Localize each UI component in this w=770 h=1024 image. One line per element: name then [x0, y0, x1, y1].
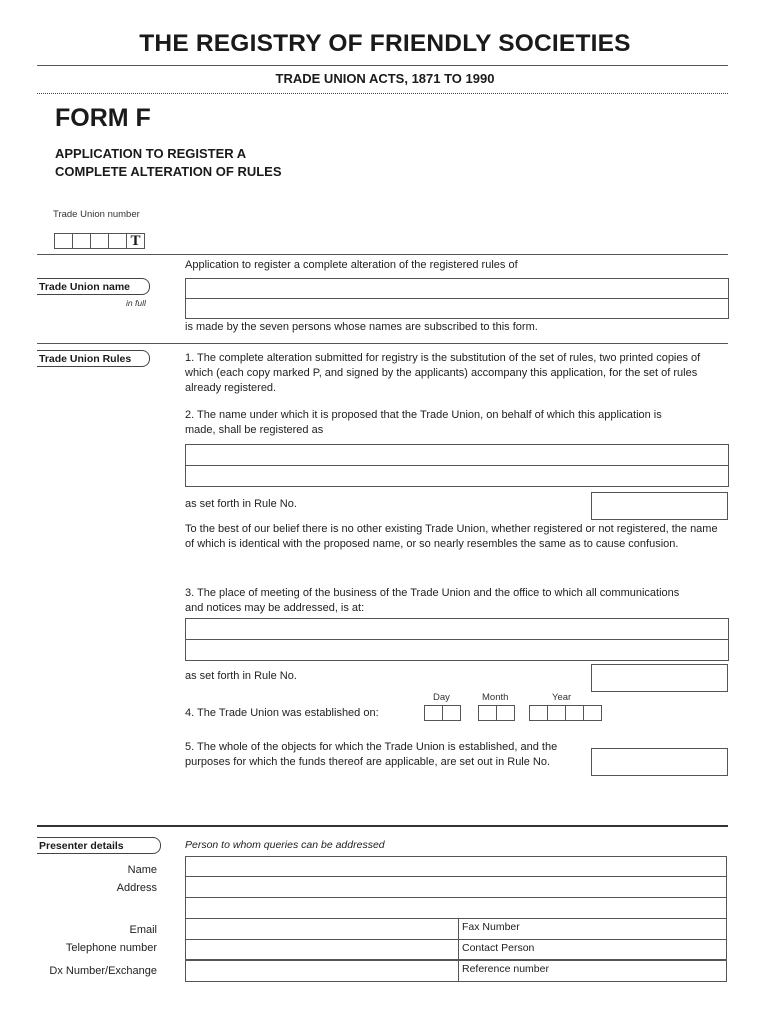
rules-item-5: 5. The whole of the objects for which the Trade Union is established, and the purposes for which the funds thereof are applicable, are set out in Rule No. — [185, 741, 558, 768]
rules-item-2: 2. The name under which it is proposed that the Trade Union, on behalf of which this application is made, shall be registered as — [185, 409, 662, 436]
rules-item-1: 1. The complete alteration submitted for registry is the substitution of the set of rules, two printed copies of which (each copy marked P, and signed by the applicants) accompany this application, for the set of rules already registered. — [185, 352, 701, 394]
presenter-address-field-2[interactable] — [185, 897, 727, 919]
contact-person-field[interactable] — [458, 939, 727, 960]
presenter-name-field[interactable] — [185, 856, 727, 877]
union-name-field-1[interactable] — [185, 278, 729, 299]
month-label: Month — [482, 692, 509, 703]
year-label: Year — [552, 692, 572, 703]
address-field-2[interactable] — [185, 639, 729, 661]
section-rule-2 — [37, 343, 728, 344]
rule-no-field-1[interactable] — [591, 492, 728, 520]
presenter-dx-field[interactable] — [185, 960, 459, 982]
section-rule-1 — [37, 254, 728, 255]
belief-statement: To the best of our belief there is no other existing Trade Union, whether registered or not registered, the name of which is identical with the proposed name, or so nearly resembles the same as to cause confusion. — [185, 523, 718, 550]
presenter-details-tab: Presenter details — [37, 837, 161, 854]
proposed-name-field-1[interactable] — [185, 444, 729, 466]
name-intro-text: Application to register a complete alteration of the registered rules of — [185, 259, 518, 271]
established-day-field[interactable] — [424, 705, 461, 721]
union-number-suffix: T — [127, 233, 145, 249]
presenter-email-field[interactable] — [185, 918, 459, 940]
reference-number-label: Reference number — [462, 963, 549, 975]
presenter-telephone-field[interactable] — [185, 939, 459, 960]
header-rule — [37, 65, 728, 66]
established-year-field[interactable] — [529, 705, 602, 721]
telephone-label: Telephone number — [65, 942, 157, 954]
trade-union-rules-tab: Trade Union Rules — [37, 350, 150, 367]
reference-number-field[interactable] — [458, 960, 727, 982]
presenter-address-field-1[interactable] — [185, 876, 727, 898]
section-rule-3 — [37, 825, 728, 827]
acts-subtitle: TRADE UNION ACTS, 1871 TO 1990 — [275, 71, 495, 86]
rule-no-label-2: as set forth in Rule No. — [185, 670, 297, 682]
union-name-field-2[interactable] — [185, 298, 729, 319]
rules-item-3: 3. The place of meeting of the business of the Trade Union and the office to which all communications and notices may be addressed, is at: — [185, 587, 680, 614]
proposed-name-field-2[interactable] — [185, 465, 729, 487]
presenter-note: Person to whom queries can be addressed — [185, 839, 385, 851]
fax-number-field[interactable] — [458, 918, 727, 940]
rules-item-4: 4. The Trade Union was established on: — [185, 707, 379, 719]
address-label: Address — [116, 882, 157, 894]
trade-union-name-tab: Trade Union name — [37, 278, 150, 295]
established-month-field[interactable] — [478, 705, 515, 721]
day-label: Day — [433, 692, 450, 703]
dx-label: Dx Number/Exchange — [49, 965, 157, 977]
in-full-note: in full — [126, 298, 146, 308]
union-number-field[interactable] — [54, 233, 145, 249]
union-number-label: Trade Union number — [53, 209, 140, 220]
form-code: FORM F — [55, 104, 151, 132]
registry-title: THE REGISTRY OF FRIENDLY SOCIETIES — [139, 30, 631, 57]
name-outro-text: is made by the seven persons whose names are subscribed to this form. — [185, 321, 538, 333]
rule-no-field-2[interactable] — [591, 664, 728, 692]
name-label: Name — [127, 864, 157, 876]
rule-no-label-1: as set forth in Rule No. — [185, 498, 297, 510]
objects-rule-no-field[interactable] — [591, 748, 728, 776]
subtitle-rule — [37, 93, 728, 94]
contact-person-label: Contact Person — [462, 942, 535, 954]
form-description: APPLICATION TO REGISTER A COMPLETE ALTERATION OF RULES — [55, 146, 282, 179]
address-field-1[interactable] — [185, 618, 729, 640]
email-label: Email — [129, 924, 157, 936]
fax-number-label: Fax Number — [462, 921, 520, 933]
